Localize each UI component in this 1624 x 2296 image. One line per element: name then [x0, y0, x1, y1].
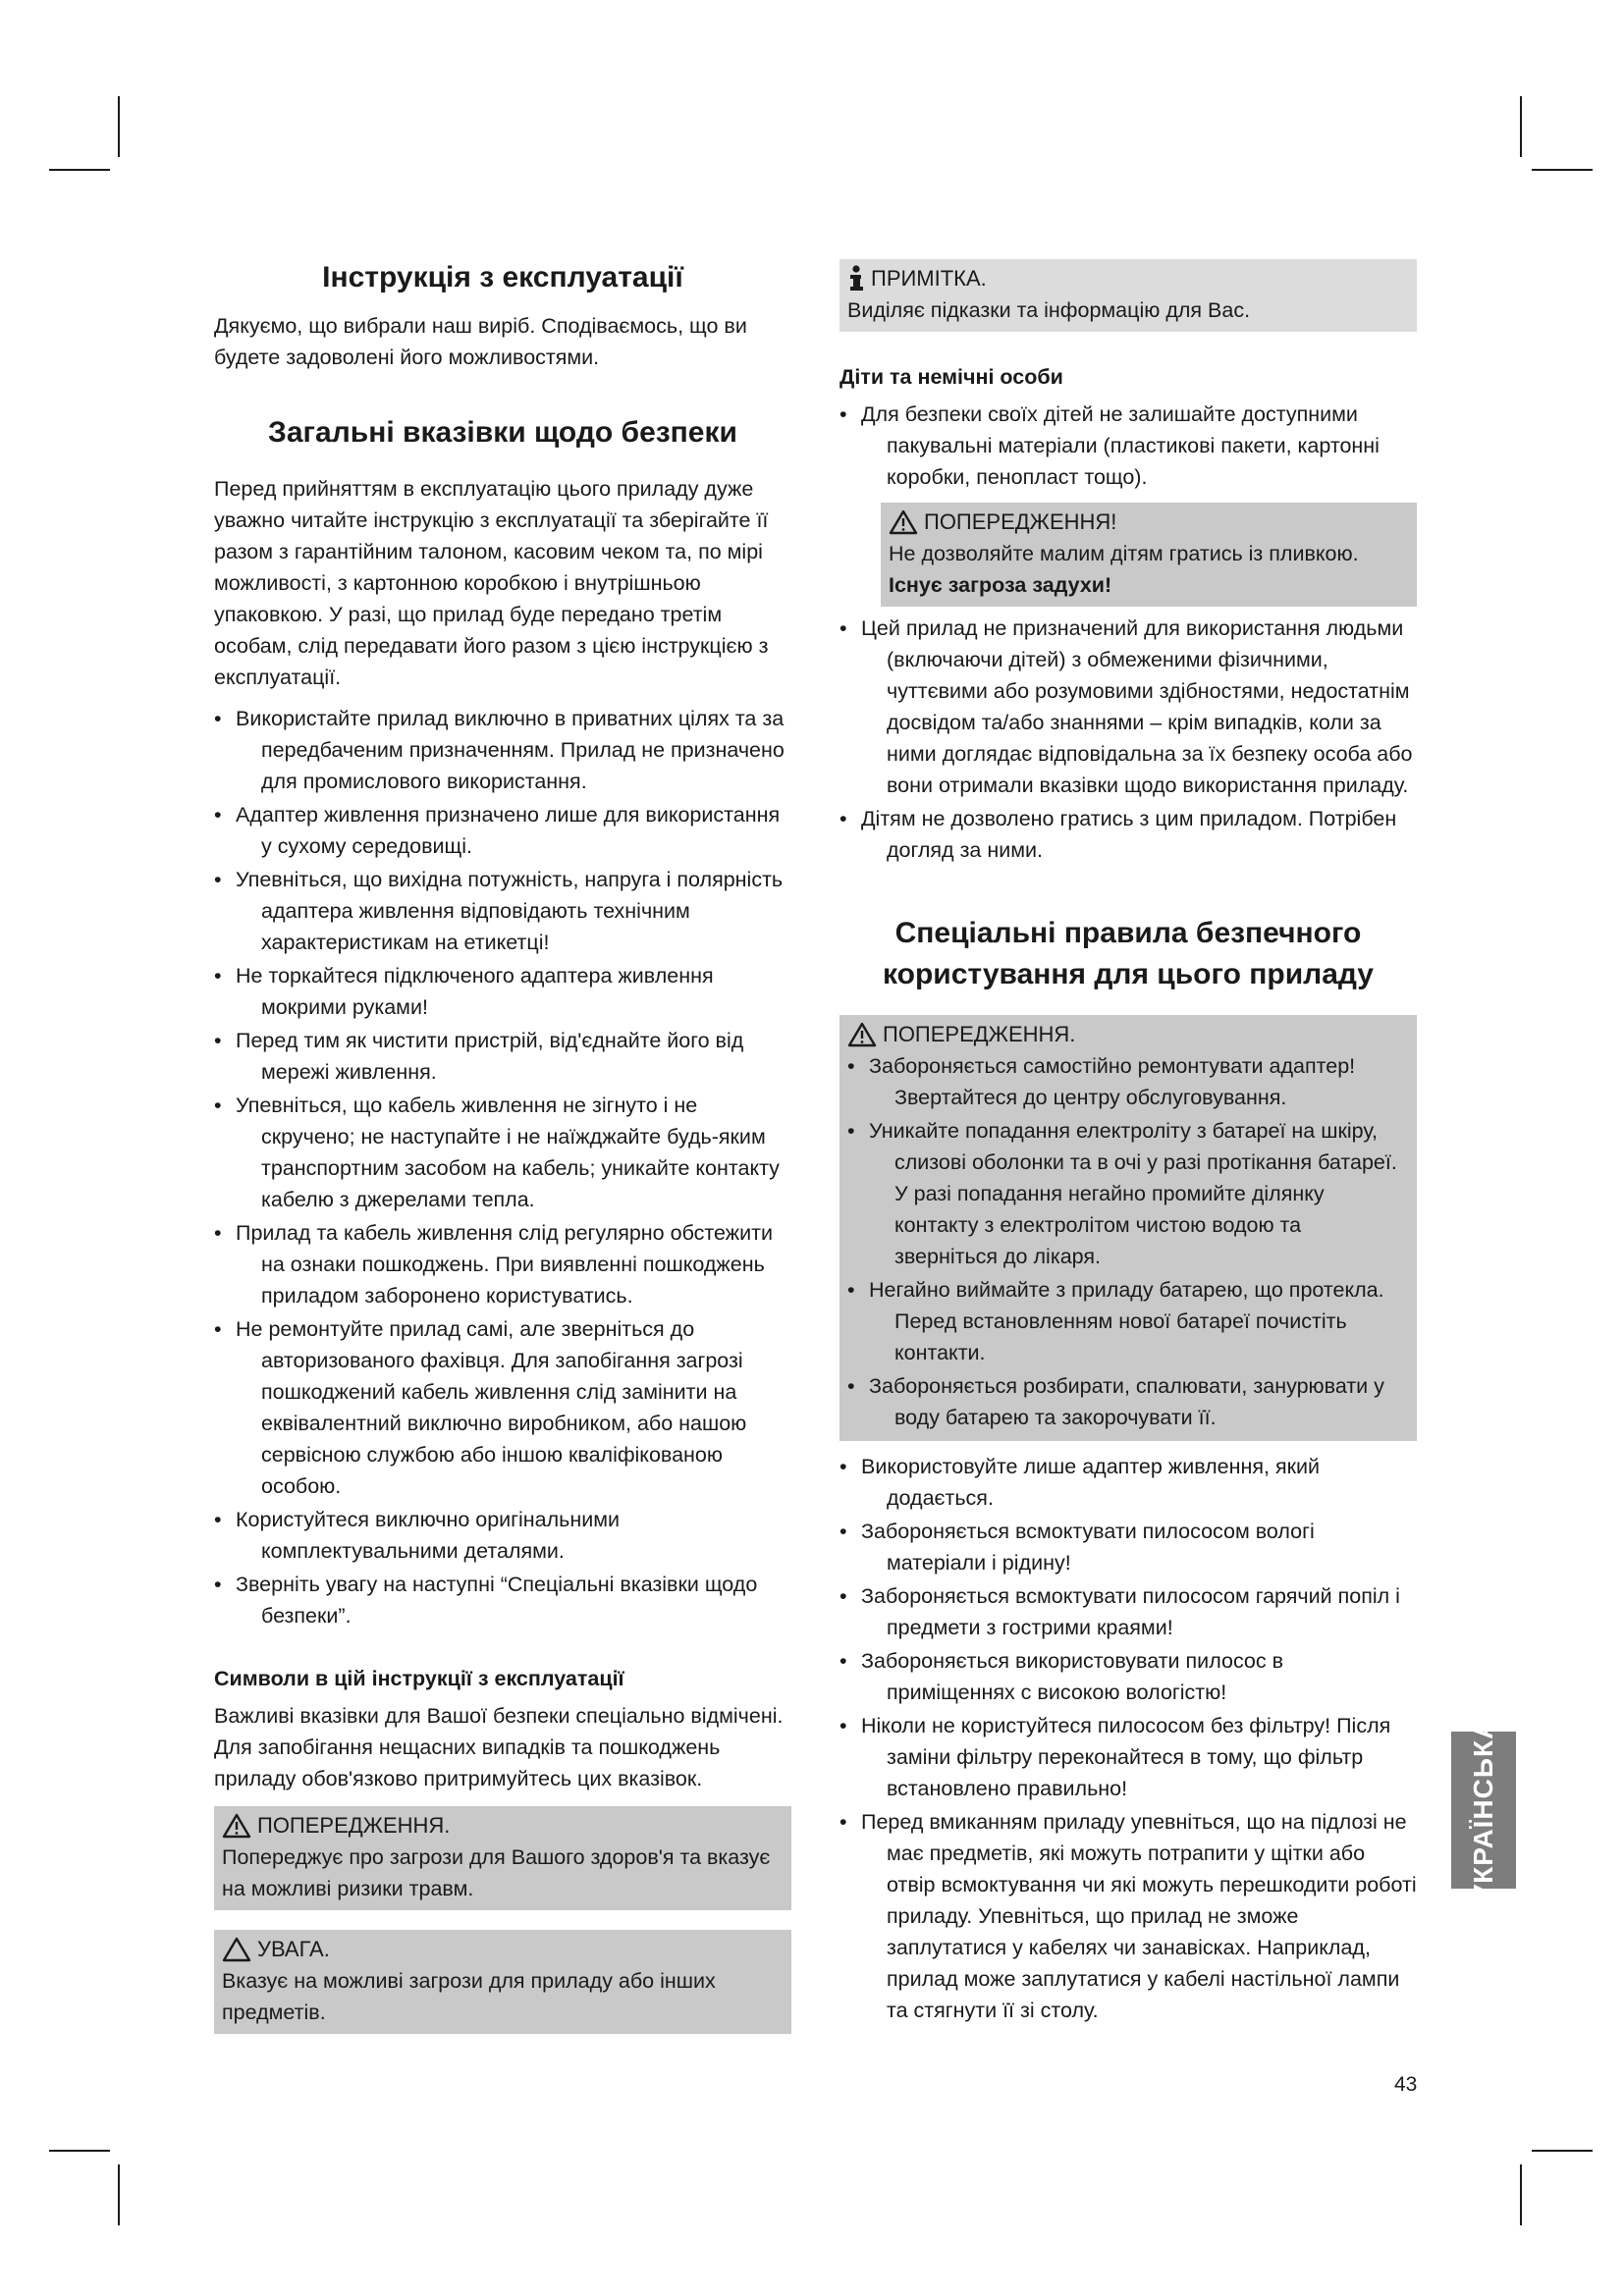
- symbols-heading: Символи в цій інструкції з експлуатації: [214, 1667, 624, 1690]
- list-item: • Забороняється самостійно ремонтувати адаптер! Звертайтеся до центру обслуговування.: [847, 1050, 1409, 1113]
- children-heading: Діти та немічні особи: [839, 365, 1063, 389]
- special-heading: Спеціальні правила безпечного користування для цього приладу: [883, 917, 1374, 990]
- page-number: 43: [1394, 2073, 1418, 2096]
- caution-box-text: Вказує на можливі загрози для приладу або інших предметів.: [222, 1969, 716, 2024]
- children-list: [839, 399, 1417, 493]
- list-item: • Ніколи не користуйтеся пилососом без фільтру! Після заміни фільтру переконайтеся в тому, що фільтр встановлено правильно!: [839, 1710, 1417, 1804]
- page-title: Інструкція з експлуатації: [322, 261, 683, 294]
- crop-mark: [1520, 96, 1522, 157]
- list-item: • Забороняється використовувати пилосос в приміщеннях с високою вологістю!: [839, 1645, 1417, 1708]
- language-tab-label: УКРАЇНСЬКА: [1468, 1718, 1498, 1902]
- left-column: [214, 259, 791, 2034]
- list-item: • Упевніться, що кабель живлення не зігнуто і не скручено; не наступайте і не наїжджайте будь-яким транспортним засобом на кабель; уникайте контакту кабелю з джерелами тепла.: [214, 1090, 791, 1215]
- safety-intro: Перед прийняттям в експлуатацію цього приладу дуже уважно читайте інструкцію з експлуатації та зберігайте її разом з гарантійним талоном, касовим чеком та, по мірі можливості, з картонною коробкою і внутрішньою упаковкою. У разі, що прилад буде передано третім особам, слід передавати його разом з цією інструкцією з експлуатації.: [214, 477, 769, 689]
- warning-box-title: ПОПЕРЕДЖЕННЯ.: [257, 1813, 451, 1838]
- crop-mark: [118, 96, 120, 157]
- list-item: • Перед вмиканням приладу упевніться, що на підлозі не має предметів, які можуть потрапити у щітки або отвір всмоктування чи які можуть перешкодити роботі приладу. Упевніться, що прилад не зможе заплутатися у кабелях чи занавісках. Наприклад, прилад може заплутатися у кабелі настільної лампи та стягнути її зі столу.: [839, 1806, 1417, 2026]
- crop-mark: [1532, 169, 1593, 171]
- note-box-text: Виділяє підказки та інформацію для Вас.: [847, 298, 1251, 322]
- safety-heading: Загальні вказівки щодо безпеки: [268, 416, 737, 449]
- caution-triangle-icon: [222, 1937, 251, 1962]
- list-item: • Прилад та кабель живлення слід регулярно обстежити на ознаки пошкоджень. При виявленні пошкоджень приладом заборонено користуватись.: [214, 1217, 791, 1311]
- warning-triangle-icon: [222, 1813, 251, 1839]
- caution-box: [214, 1930, 791, 2034]
- list-item: • Упевніться, що вихідна потужність, напруга і полярність адаптера живлення відповідають технічним характеристикам на етикетці!: [214, 864, 791, 958]
- language-tab: [1451, 1718, 1516, 1902]
- special-warning-title: ПОПЕРЕДЖЕННЯ.: [883, 1022, 1076, 1046]
- list-item: • Цей прилад не призначений для використання людьми (включаючи дітей) з обмеженими фізичними, чуттєвими або розумовими здібностями, недостатнім досвідом та/або знаннями – крім випадків, коли за ними доглядає відповідальна за їх безпеку особа або вони отримали вказівки щодо використання приладу.: [839, 613, 1417, 801]
- children-warning-box: [881, 503, 1417, 607]
- list-item: • Негайно виймайте з приладу батарею, що протекла. Перед встановленням нової батареї почистіть контакти.: [847, 1274, 1409, 1368]
- caution-box-title: УВАГА.: [257, 1937, 330, 1961]
- warning-triangle-icon: [847, 1022, 877, 1047]
- symbols-intro: Важливі вказівки для Вашої безпеки спеціально відмічені. Для запобігання нещасних випадків та пошкоджень приладу обов'язково притримуйтесь цих вказівок.: [214, 1704, 784, 1790]
- warning-triangle-icon: [889, 509, 918, 535]
- children-warning-title: ПОПЕРЕДЖЕННЯ!: [924, 509, 1117, 534]
- warning-box-text: Попереджує про загрози для Вашого здоров'я та вказує на можливі ризики травм.: [222, 1845, 771, 1900]
- list-item: • Перед тим як чистити пристрій, від'єднайте його від мережі живлення.: [214, 1025, 791, 1088]
- list-item: • Для безпеки своїх дітей не залишайте доступними пакувальні матеріали (пластикові пакети, картонні коробки, пенопласт тощо).: [839, 399, 1417, 493]
- list-item: • Використайте прилад виключно в приватних цілях та за передбаченим призначенням. Прилад не призначено для промислового використання.: [214, 703, 791, 797]
- list-item: • Не торкайтеся підключеного адаптера живлення мокрими руками!: [214, 960, 791, 1023]
- list-item: • Адаптер живлення призначено лише для використання у сухому середовищі.: [214, 799, 791, 862]
- info-icon: [847, 265, 865, 293]
- crop-mark: [49, 2150, 110, 2152]
- crop-mark: [49, 169, 110, 171]
- crop-mark: [1532, 2150, 1593, 2152]
- list-item: • Дітям не дозволено гратись з цим приладом. Потрібен догляд за ними.: [839, 803, 1417, 866]
- note-box-title: ПРИМІТКА.: [871, 266, 987, 291]
- list-item: • Уникайте попадання електроліту з батареї на шкіру, слизові оболонки та в очі у разі протікання батареї. У разі попадання негайно промийте ділянку контакту з електролітом чистою водою та зверніться до лікаря.: [847, 1115, 1409, 1272]
- intro-text: Дякуємо, що вибрали наш виріб. Сподіваємось, що ви будете задоволені його можливостями.: [214, 314, 747, 369]
- list-item: • Зверніть увагу на наступні “Спеціальні вказівки щодо безпеки”.: [214, 1569, 791, 1631]
- special-warning-box: [839, 1015, 1417, 1441]
- list-item: • Забороняється всмоктувати пилососом вологі матеріали і рідину!: [839, 1516, 1417, 1578]
- warning-box: [214, 1806, 791, 1910]
- list-item: • Забороняється всмоктувати пилососом гарячий попіл і предмети з гострими краями!: [839, 1580, 1417, 1643]
- children-warning-text: Не дозволяйте малим дітям гратись із пливкою. Існує загроза задухи!: [889, 542, 1359, 597]
- note-box: [839, 259, 1417, 332]
- list-item: • Забороняється розбирати, спалювати, занурювати у воду батарею та закорочувати її.: [847, 1370, 1409, 1433]
- children-list-more: [839, 613, 1417, 866]
- crop-mark: [118, 2164, 120, 2225]
- list-item: • Не ремонтуйте прилад самі, але зверніться до авторизованого фахівця. Для запобігання загрозі пошкоджений кабель живлення слід замінити на еквівалентний виключно виробником, або нашою сервісною службою або іншою кваліфікованою особою.: [214, 1313, 791, 1502]
- special-list: [839, 1451, 1417, 2026]
- safety-list: [214, 703, 791, 1631]
- list-item: • Використовуйте лише адаптер живлення, який додається.: [839, 1451, 1417, 1514]
- special-warning-list: [847, 1050, 1409, 1433]
- list-item: • Користуйтеся виключно оригінальними комплектувальними деталями.: [214, 1504, 791, 1567]
- right-column: [839, 259, 1417, 2028]
- crop-mark: [1520, 2164, 1522, 2225]
